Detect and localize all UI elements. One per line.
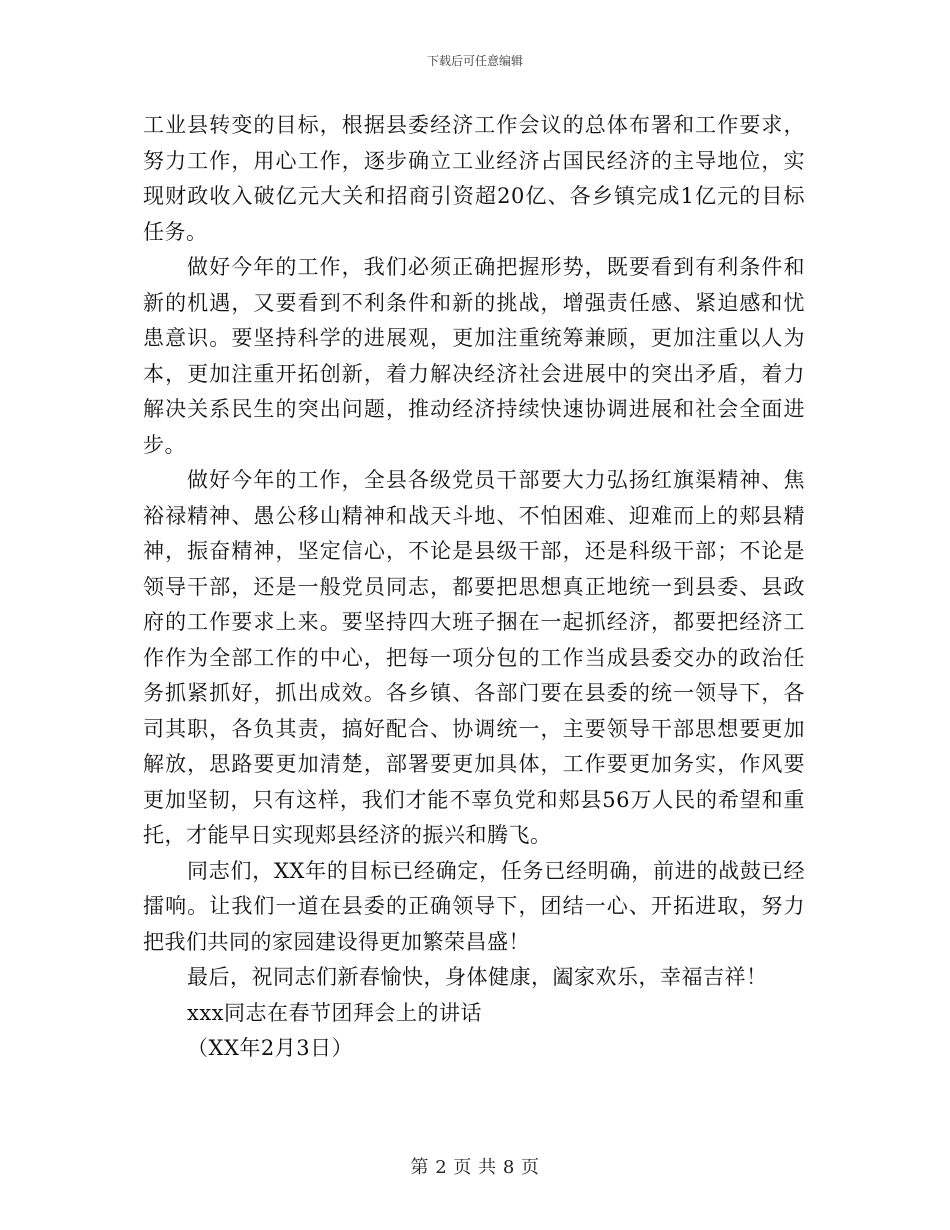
- page-footer: [0, 1153, 950, 1179]
- paragraph-4: 同志们，XX年的目标已经确定，任务已经明确，前进的战鼓已经擂响。让我们一道在县委的正确领导下，团结一心、开拓进取，努力把我们共同的家园建设得更加繁荣昌盛！: [143, 858, 805, 954]
- speech-title: xxx同志在春节团拜会上的讲话: [187, 1000, 483, 1025]
- paragraph-1: 工业县转变的目标，根据县委经济工作会议的总体布署和工作要求，努力工作，用心工作，逐步确立工业经济占国民经济的主导地位，实现财政收入破亿元大关和招商引资超20亿、各乡镇完成1亿元的目标任务。: [143, 113, 805, 244]
- page-header: 下载后可任意编辑: [426, 54, 523, 68]
- page-number: 第 2 页 共 8 页: [410, 1157, 540, 1178]
- speech-date: （XX年2月3日）: [187, 1036, 354, 1060]
- paragraph-5: 最后，祝同志们新春愉快，身体健康，阖家欢乐，幸福吉祥！: [187, 965, 768, 989]
- document-body: [143, 108, 805, 1067]
- paragraph-2: 做好今年的工作，我们必须正确把握形势，既要看到有利条件和新的机遇，又要看到不利条件和新的挑战，增强责任感、紧迫感和忧患意识。要坚持科学的进展观，更加注重统筹兼顾，更加注重以人为本，更加注重开拓创新，着力解决经济社会进展中的突出矛盾，着力解决关系民生的突出问题，推动经济持续快速协调进展和社会全面进步。: [143, 255, 805, 457]
- paragraph-3: 做好今年的工作，全县各级党员干部要大力弘扬红旗渠精神、焦裕禄精神、愚公移山精神和战天斗地、不怕困难、迎难而上的郏县精神，振奋精神，坚定信心，不论是县级干部，还是科级干部；不论是领导干部，还是一般党员同志，都要把思想真正地统一到县委、县政府的工作要求上来。要坚持四大班子捆在一起抓经济，都要把经济工作作为全部工作的中心，把每一项分包的工作当成县委交办的政治任务抓紧抓好，抓出成效。各乡镇、各部门要在县委的统一领导下，各司其职，各负其责，搞好配合、协调统一，主要领导干部思想要更加解放，思路要更加清楚，部署要更加具体，工作要更加务实，作风要更加坚韧，只有这样，我们才能不辜负党和郏县56万人民的希望和重托，才能早日实现郏县经济的振兴和腾飞。: [143, 468, 805, 847]
